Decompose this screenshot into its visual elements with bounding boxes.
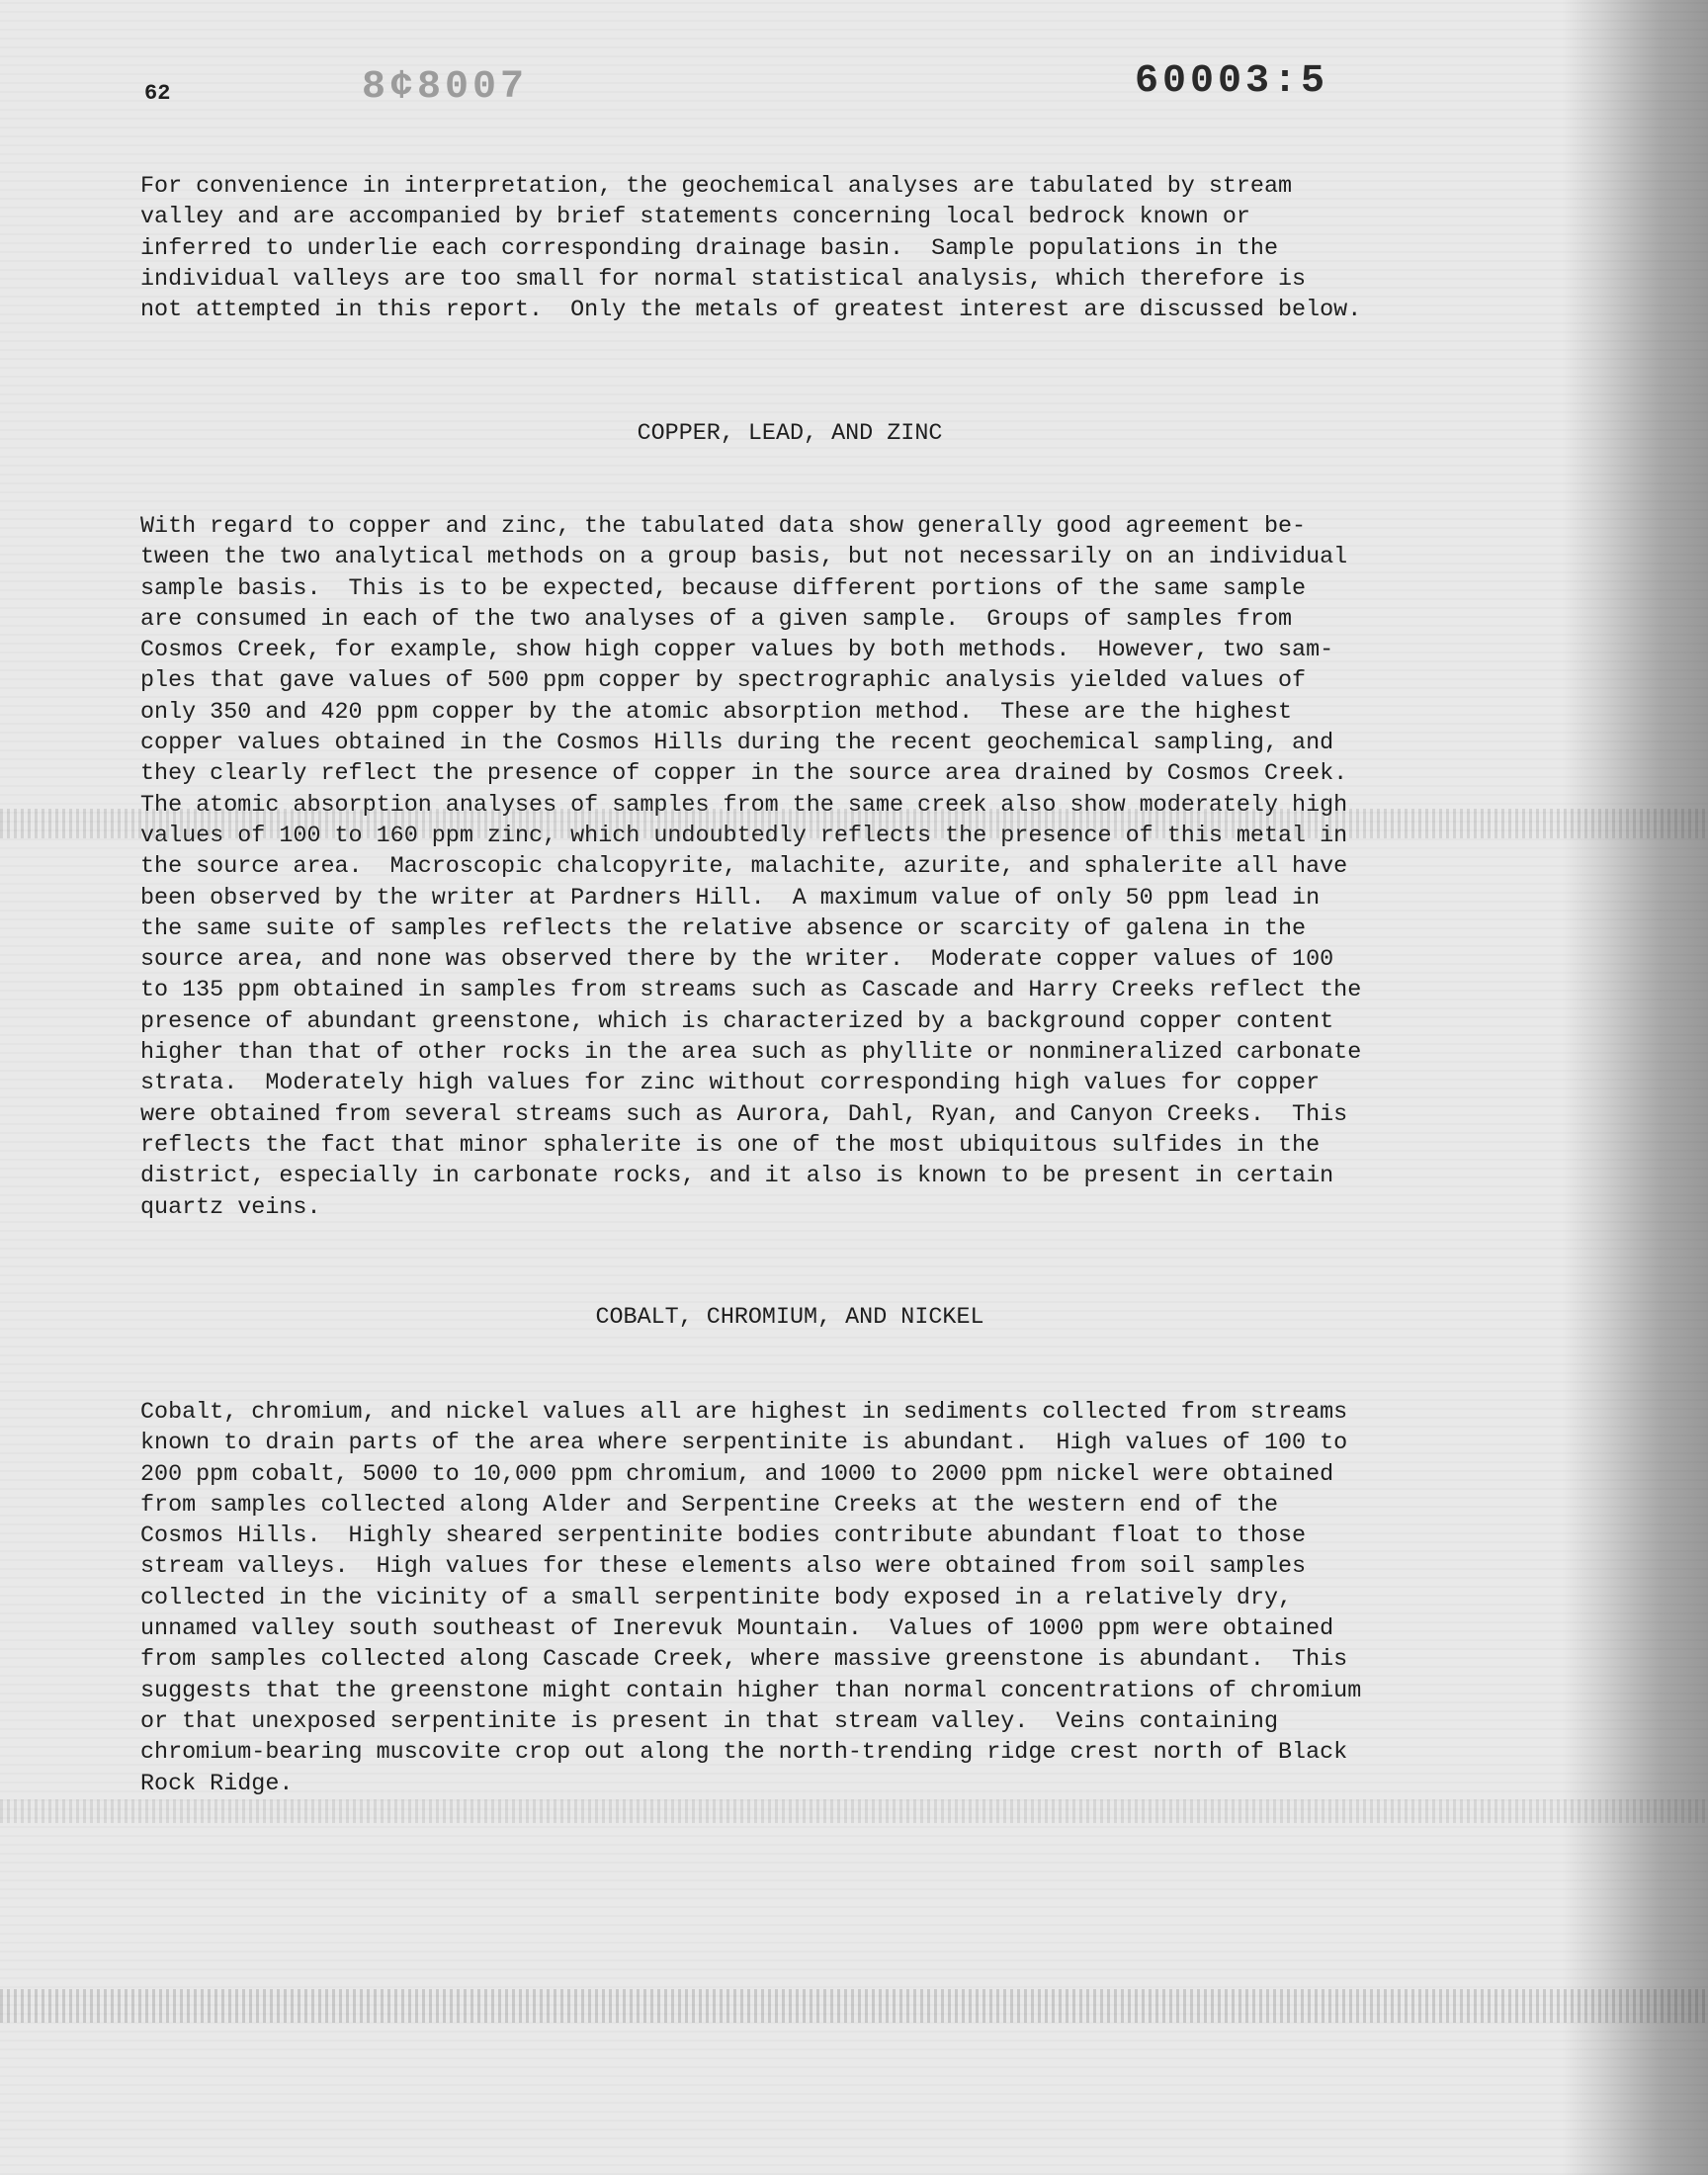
scan-artifact-band [0,1799,1708,1823]
section-heading-copper-lead-zinc: COPPER, LEAD, AND ZINC [637,421,943,447]
document-stamp: 60003:5 [1135,59,1329,104]
section-body-cobalt-chromium-nickel: Cobalt, chromium, and nickel values all are highest in sediments collected from streams known to drain parts of the area where serpentinite is abundant. High values of 100 to 200 ppm cobalt, 5000 to 10,000 ppm chromium, and 1000 to 2000 ppm nickel were obtained from samples collected along Alder and Serpentine Creeks at the western end of the Cosmos Hills. Highly sheared serpentinite bodies contribute abundant float to those stream valleys. High values for these elements also were obtained from soil samples collected in the vicinity of a small serpentinite body exposed in a relatively dry, unnamed valley south southeast of Inerevuk Mountain. Values of 1000 ppm were obtained from samples collected along Cascade Creek, where massive greenstone is abundant. This suggests that the greenstone might contain higher than normal concentrations of chromium or that unexposed serpentinite is present in that stream valley. Veins containing chromium-bearing muscovite crop out along the north-trending ridge crest north of Black Rock Ridge. [140,1400,1362,1797]
section-body-copper-lead-zinc: With regard to copper and zinc, the tabulated data show generally good agreement be- tween the two analytical methods on a group basis, but not necessarily on an individual sample basis. This is to be expected, because different portions of the same sample are consumed in each of the two analyses of a given sample. Groups of samples from Cosmos Creek, for example, show high copper values by both methods. However, two sam- ples that gave values of 500 ppm copper by spectrographic analysis yielded values of only 350 and 420 ppm copper by the atomic absorption method. These are the highest copper values obtained in the Cosmos Hills during the recent geochemical sampling, and they clearly reflect the presence of copper in the source area drained by Cosmos Creek. The atomic absorption analyses of samples from the same creek also show moderately high values of 100 to 160 ppm zinc, which undoubtedly reflects the presence of this metal in the source area. Macroscopic chalcopyrite, malachite, azurite, and sphalerite all have been observed by the writer at Pardners Hill. A maximum value of only 50 ppm lead in the same suite of samples reflects the relative absence or scarcity of galena in the source area, and none was observed there by the writer. Moderate copper values of 100 to 135 ppm obtained in samples from streams such as Cascade and Harry Creeks reflect the presence of abundant greenstone, which is characterized by a background copper content higher than that of other rocks in the area such as phyllite or nonmineralized carbonate strata. Moderately high values for zinc without corresponding high values for copper were obtained from several streams such as Aurora, Dahl, Ryan, and Canyon Creeks. This reflects the fact that minor sphalerite is one of the most ubiquitous sulfides in the district, especially in carbonate rocks, and it also is known to be present in certain quartz veins. [140,514,1362,1221]
section-heading-cobalt-chromium-nickel: COBALT, CHROMIUM, AND NICKEL [595,1305,984,1331]
page-number: 62 [144,81,171,106]
scan-artifact-band [0,1989,1708,2023]
stamp-faded: 8¢8007 [362,65,529,110]
intro-paragraph: For convenience in interpretation, the geochemical analyses are tabulated by stream valley and are accompanied by brief statements concerning local bedrock known or inferred to underlie each corresponding drainage basin. Sample populations in the individual valleys are too small for normal statistical analysis, which therefore is not attempted in this report. Only the metals of greatest interest are discussed below. [140,174,1362,324]
